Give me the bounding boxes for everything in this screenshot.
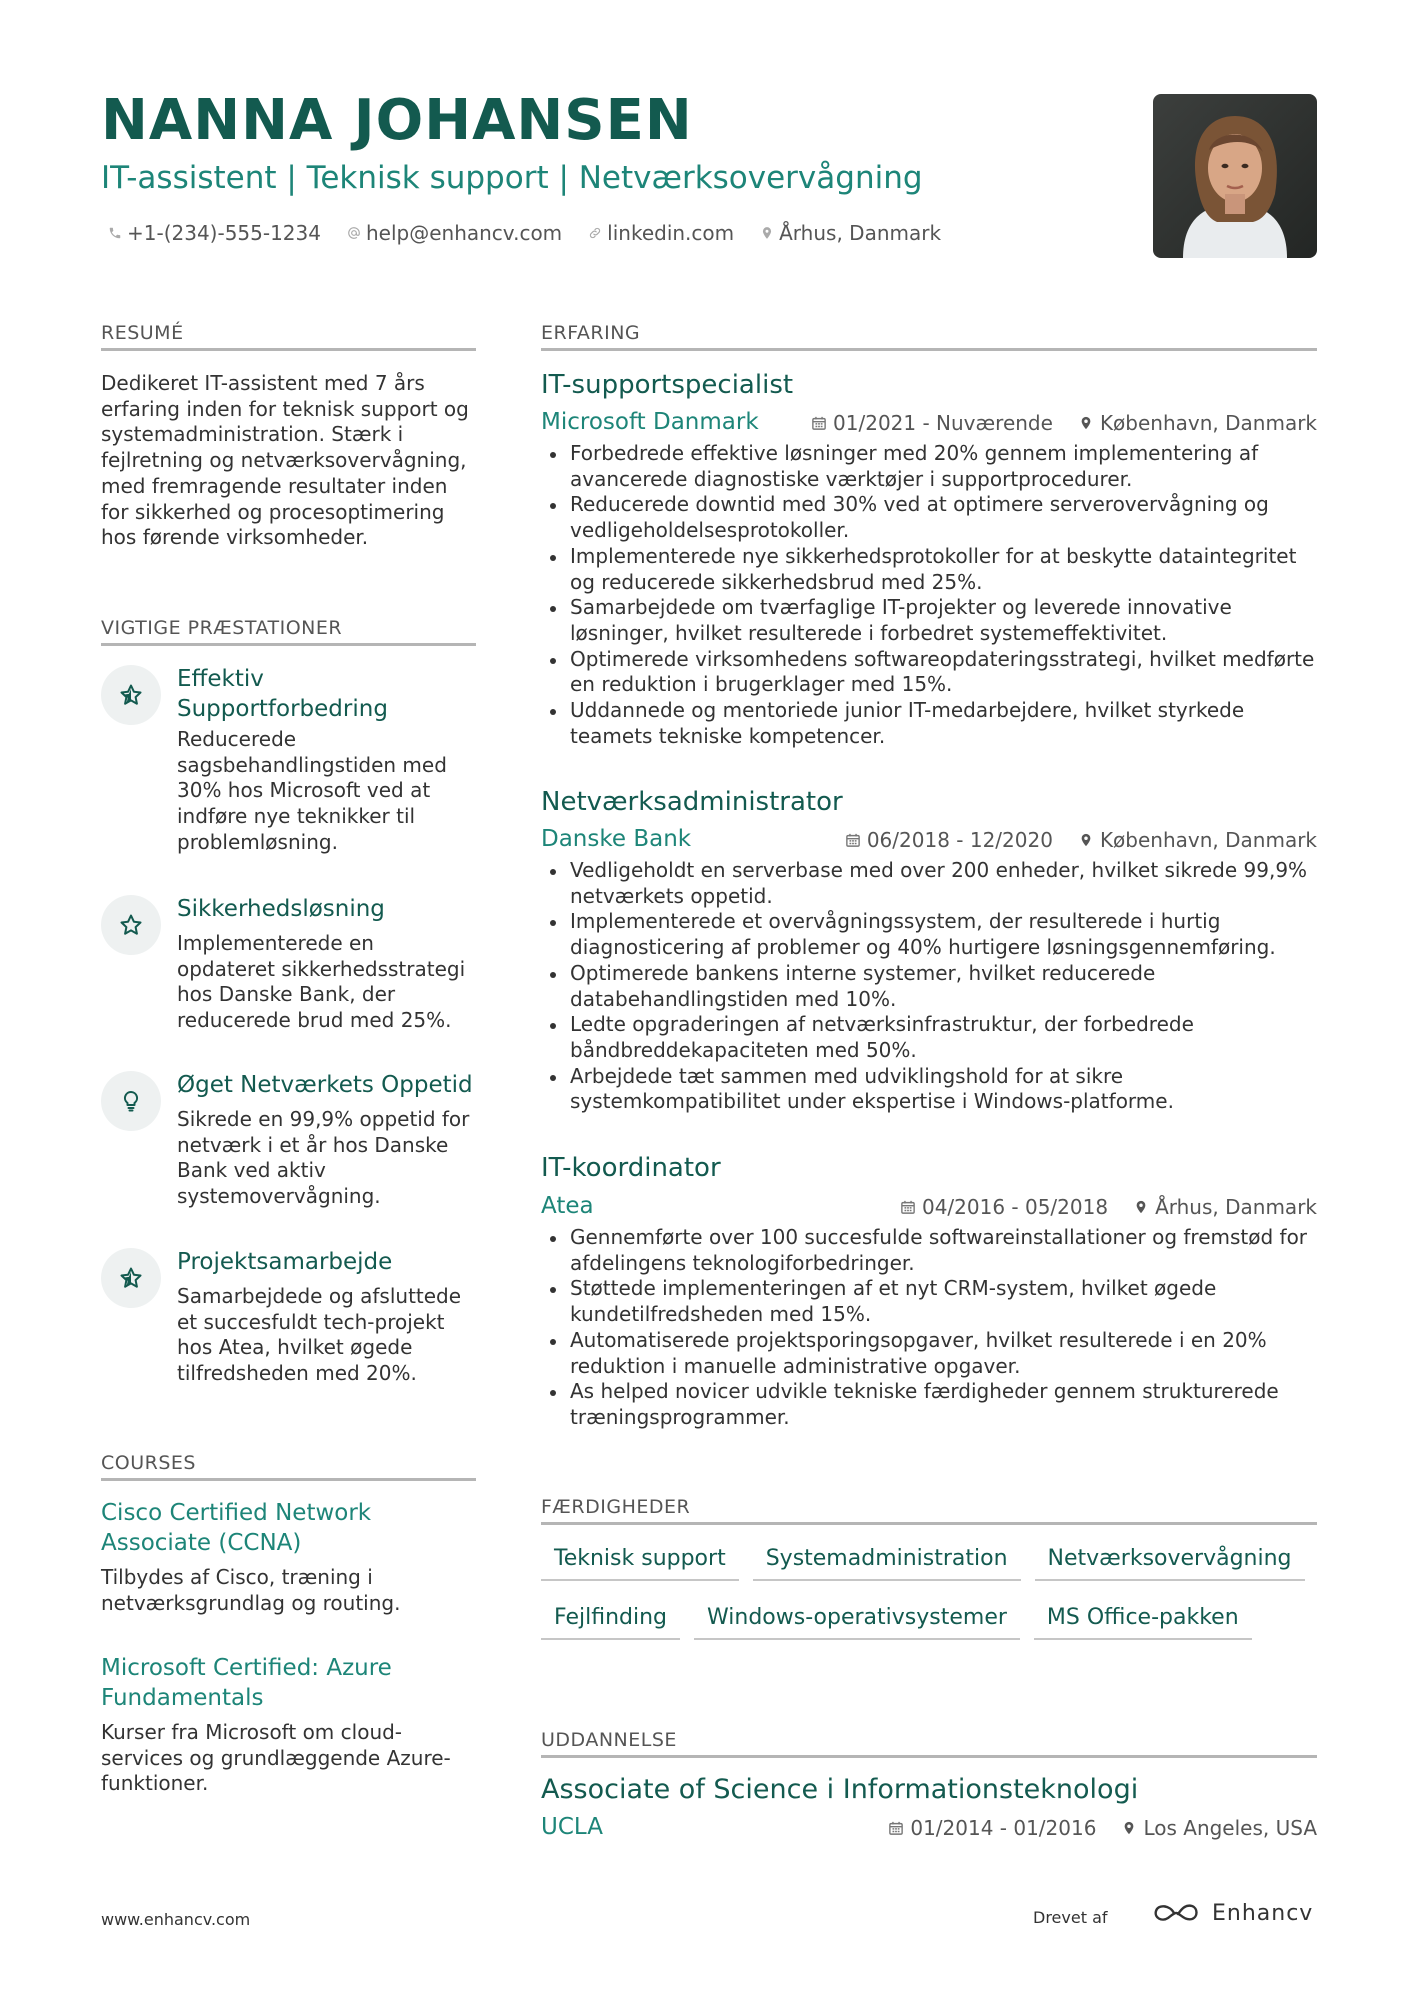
bullet-item: As helped novicer udvikle tekniske færdigheder gennem strukturerede træningsprogrammer. xyxy=(541,1379,1317,1430)
company-name: Microsoft Danmark xyxy=(541,409,759,435)
company-name: Atea xyxy=(541,1193,594,1219)
skill-tag: Teknisk support xyxy=(541,1546,739,1581)
skills-heading: FÆRDIGHEDER xyxy=(541,1496,1317,1525)
job-location-text: Århus, Danmark xyxy=(1155,1195,1317,1219)
bullet-item: Samarbejdede om tværfaglige IT-projekter og leverede innovative løsninger, hvilket resulterede i forbedret systemeffektivitet. xyxy=(541,595,1317,646)
course-text: Kurser fra Microsoft om cloud-services og grundlæggende Azure-funktioner. xyxy=(101,1720,451,1796)
job-location xyxy=(1079,828,1317,852)
achievement-title: Øget Netværkets Oppetid xyxy=(177,1072,473,1098)
job-location xyxy=(1079,411,1317,435)
enhancv-logo-icon xyxy=(1152,1900,1200,1926)
bullet-item: Vedligeholdt en serverbase med over 200 enheder, hvilket sikrede 99,9% netværkets oppetid. xyxy=(541,858,1317,909)
skill-tag: Netværksovervågning xyxy=(1035,1546,1305,1581)
contact-linkedin-text: linkedin.com xyxy=(607,221,735,245)
contact-phone-text: +1-(234)-555-1234 xyxy=(127,221,321,245)
location-pin-icon xyxy=(1079,415,1093,431)
candidate-name: NANNA JOHANSEN xyxy=(101,88,693,153)
contact-location-text: Århus, Danmark xyxy=(779,221,942,245)
contact-email-text: help@enhancv.com xyxy=(365,221,563,245)
job-location-text: København, Danmark xyxy=(1099,411,1317,435)
summary-text: Dedikeret IT-assistent med 7 års erfaring inden for teknisk support og systemadministration. Stærk i fejlretning og netværksovervågning, med fremragende resultater inden for sikkerhed og procesoptimering hos førende virksomheder. xyxy=(101,371,469,550)
job-title: Netværksadministrator xyxy=(541,787,843,817)
job-meta-row xyxy=(541,409,1317,437)
profile-photo xyxy=(1153,94,1317,258)
courses-heading: COURSES xyxy=(101,1452,476,1481)
education-dates-text: 01/2014 - 01/2016 xyxy=(910,1816,1097,1840)
education-meta-row xyxy=(541,1814,1317,1842)
lightbulb-icon xyxy=(119,1089,143,1113)
education-location-text: Los Angeles, USA xyxy=(1143,1816,1317,1840)
company-name: Danske Bank xyxy=(541,826,692,852)
bullet-item: Automatiserede projektsporingsopgaver, hvilket resulterede i en 20% reduktion i manuelle administrative opgaver. xyxy=(541,1328,1317,1379)
education-dates xyxy=(889,1816,1096,1840)
contact-phone[interactable] xyxy=(108,221,321,245)
footer-url[interactable]: www.enhancv.com xyxy=(101,1910,251,1929)
calendar-icon xyxy=(901,1199,915,1215)
footer-logo[interactable] xyxy=(1152,1900,1313,1926)
achievement-title: Sikkerhedsløsning xyxy=(177,896,385,922)
bullet-item: Gennemførte over 100 succesfulde softwareinstallationer og fremstød for afdelingens teknologiforbedringer. xyxy=(541,1225,1317,1276)
degree-title: Associate of Science i Informationsteknologi xyxy=(541,1774,1139,1805)
course-text: Tilbydes af Cisco, træning i netværksgrundlag og routing. xyxy=(101,1565,401,1615)
job-meta-row xyxy=(541,1193,1317,1221)
bullet-item: Forbedrede effektive løsninger med 20% gennem implementering af avancerede diagnostiske værktøjer i supportprocedurer. xyxy=(541,441,1317,492)
skill-tag: Systemadministration xyxy=(753,1546,1021,1581)
at-icon xyxy=(347,226,361,240)
calendar-icon xyxy=(812,415,826,431)
achievement-title: Projektsamarbejde xyxy=(177,1249,393,1275)
job-meta-row xyxy=(541,826,1317,854)
location-pin-icon xyxy=(1134,1199,1148,1215)
skill-tag: Fejlfinding xyxy=(541,1605,680,1640)
education-location xyxy=(1122,1816,1317,1840)
contact-linkedin[interactable] xyxy=(588,221,734,245)
course-title: Cisco Certified Network Associate (CCNA) xyxy=(101,1500,372,1556)
achievement-text: Samarbejdede og afsluttede et succesfuldt tech-projekt hos Atea, hvilket øgede tilfredsheden med 20%. xyxy=(177,1284,462,1386)
job-title: IT-supportspecialist xyxy=(541,370,794,400)
school-name: UCLA xyxy=(541,1814,603,1840)
job-bullets xyxy=(541,858,1317,1115)
contact-location xyxy=(760,221,941,245)
phone-icon xyxy=(108,226,122,240)
job-bullets xyxy=(541,1225,1317,1431)
bullet-item: Optimerede bankens interne systemer, hvilket reducerede databehandlingstiden med 10%. xyxy=(541,961,1317,1012)
job-dates xyxy=(812,411,1053,435)
skill-tag: MS Office-pakken xyxy=(1034,1605,1252,1640)
calendar-icon xyxy=(889,1820,903,1836)
job-bullets xyxy=(541,441,1317,749)
job-dates-text: 01/2021 - Nuværende xyxy=(833,411,1053,435)
job-dates-text: 04/2016 - 05/2018 xyxy=(921,1195,1109,1219)
bullet-item: Reducerede downtid med 30% ved at optimere serverovervågning og vedligeholdelsesprotokoller. xyxy=(541,492,1317,543)
job-location-text: København, Danmark xyxy=(1099,828,1317,852)
achievement-text: Implementerede en opdateret sikkerhedsstrategi hos Danske Bank, der reducerede brud med 25%. xyxy=(177,931,466,1033)
job-dates-text: 06/2018 - 12/2020 xyxy=(866,828,1053,852)
star-filled-icon xyxy=(119,683,143,707)
bullet-item: Uddannede og mentoriede junior IT-medarbejdere, hvilket styrkede teamets tekniske kompetencer. xyxy=(541,698,1317,749)
portrait-illustration xyxy=(1153,94,1317,258)
candidate-title: IT-assistent | Teknisk support | Netværksovervågning xyxy=(101,160,923,196)
bullet-item: Implementerede nye sikkerhedsprotokoller for at beskytte dataintegritet og reducerede sikkerhedsbrud med 25%. xyxy=(541,544,1317,595)
skill-tag: Windows-operativsystemer xyxy=(694,1605,1020,1640)
link-icon xyxy=(588,226,602,240)
job-title: IT-koordinator xyxy=(541,1153,721,1183)
location-pin-icon xyxy=(760,226,774,240)
star-outline-icon xyxy=(119,913,143,937)
job-location xyxy=(1134,1195,1317,1219)
location-pin-icon xyxy=(1079,832,1093,848)
achievements-heading: VIGTIGE PRÆSTATIONER xyxy=(101,617,476,646)
education-heading: UDDANNELSE xyxy=(541,1729,1317,1758)
achievement-title: Effektiv Supportforbedring xyxy=(177,666,388,722)
bullet-item: Optimerede virksomhedens softwareopdateringsstrategi, hvilket medførte en reduktion i brugerklager med 15%. xyxy=(541,647,1317,698)
bullet-item: Støttede implementeringen af et nyt CRM-system, hvilket øgede kundetilfredsheden med 15%. xyxy=(541,1276,1317,1327)
footer-powered-by: Drevet af xyxy=(1033,1908,1108,1927)
contact-email[interactable] xyxy=(347,221,562,245)
experience-heading: ERFARING xyxy=(541,322,1317,351)
achievement-text: Reducerede sagsbehandlingstiden med 30% hos Microsoft ved at indføre nye teknikker til problemløsning. xyxy=(177,727,447,854)
summary-heading: RESUMÉ xyxy=(101,322,476,351)
achievement-text: Sikrede en 99,9% oppetid for netværk i et år hos Danske Bank ved aktiv systemovervågning. xyxy=(177,1107,470,1209)
job-dates xyxy=(901,1195,1108,1219)
contact-bar xyxy=(108,221,941,245)
calendar-icon xyxy=(846,832,860,848)
star-filled-icon xyxy=(119,1266,143,1290)
footer-brand: Enhancv xyxy=(1212,1900,1314,1926)
bullet-item: Ledte opgraderingen af netværksinfrastruktur, der forbedrede båndbreddekapaciteten med 50%. xyxy=(541,1012,1317,1063)
bullet-item: Arbejdede tæt sammen med udviklingshold for at sikre systemkompatibilitet under ekspertise i Windows-platforme. xyxy=(541,1064,1317,1115)
location-pin-icon xyxy=(1122,1820,1136,1836)
bullet-item: Implementerede et overvågningssystem, der resulterede i hurtig diagnosticering af problemer og 40% hurtigere løsningsgennemføring. xyxy=(541,909,1317,960)
job-dates xyxy=(846,828,1053,852)
course-title: Microsoft Certified: Azure Fundamentals xyxy=(101,1655,392,1711)
